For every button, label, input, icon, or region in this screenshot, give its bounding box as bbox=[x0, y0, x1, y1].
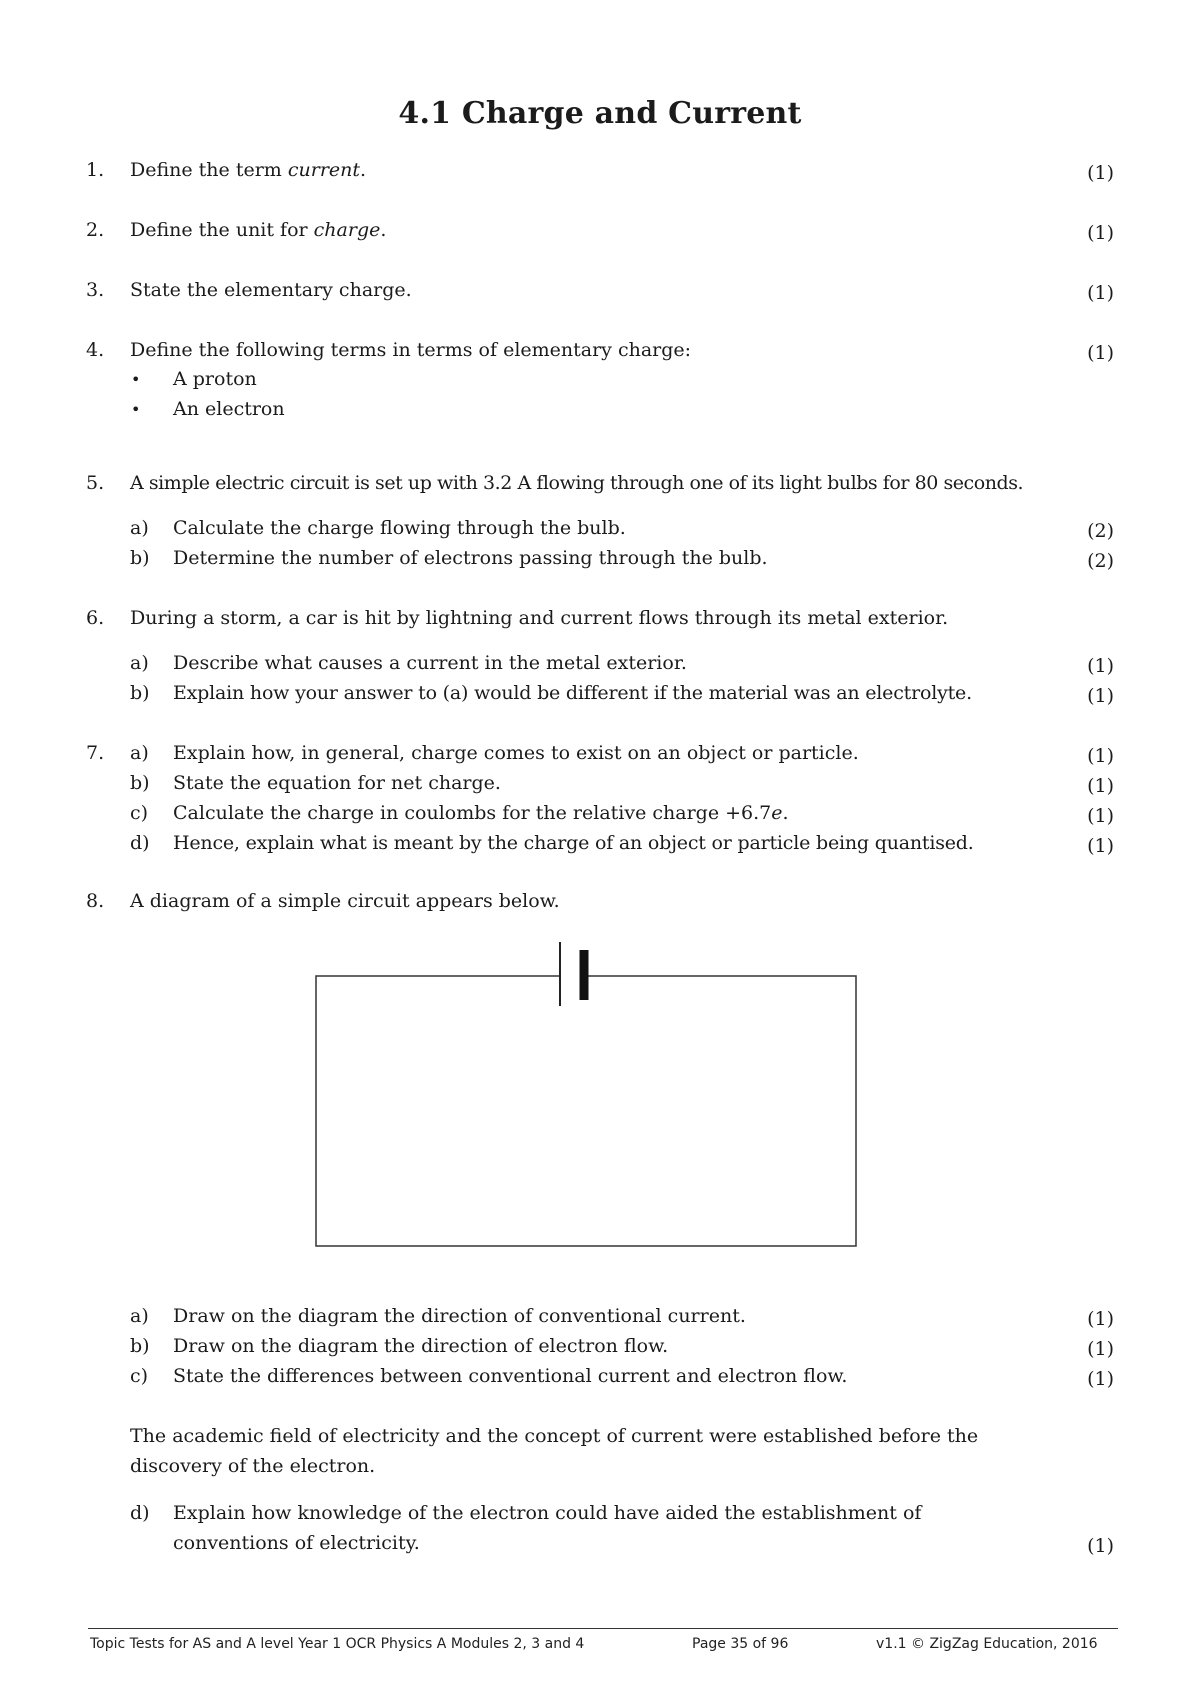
q6-text: During a storm, a car is hit by lightning and current flows through its metal exterior. bbox=[130, 607, 949, 629]
q8c-label: c) bbox=[130, 1365, 149, 1387]
q7b-label: b) bbox=[130, 772, 150, 794]
q8c-text: State the differences between conventional current and electron flow. bbox=[173, 1365, 848, 1387]
q5a-marks: (2) bbox=[1087, 520, 1114, 542]
q7c-text: Calculate the charge in coulombs for the relative charge +6.7e. bbox=[173, 802, 789, 824]
q6b-label: b) bbox=[130, 682, 150, 704]
q5b-text: Determine the number of electrons passing through the bulb. bbox=[173, 547, 768, 569]
q8b-marks: (1) bbox=[1087, 1338, 1114, 1360]
q8d-text-line2: conventions of electricity. bbox=[173, 1532, 420, 1554]
q8b-text: Draw on the diagram the direction of electron flow. bbox=[173, 1335, 669, 1357]
q7c-label: c) bbox=[130, 802, 149, 824]
bullet-dot: • bbox=[131, 400, 141, 419]
q4-bullet-proton: A proton bbox=[173, 368, 257, 390]
q5b-label: b) bbox=[130, 547, 150, 569]
q7d-marks: (1) bbox=[1087, 835, 1114, 857]
q8-paragraph-line2: discovery of the electron. bbox=[130, 1455, 376, 1477]
bullet-dot: • bbox=[131, 370, 141, 389]
q5b-marks: (2) bbox=[1087, 550, 1114, 572]
q8d-text-line1: Explain how knowledge of the electron could have aided the establishment of bbox=[173, 1502, 922, 1524]
q2-text: Define the unit for charge. bbox=[130, 219, 387, 241]
q8a-label: a) bbox=[130, 1305, 149, 1327]
q8-text: A diagram of a simple circuit appears below. bbox=[130, 890, 560, 912]
footer-copyright: v1.1 © ZigZag Education, 2016 bbox=[876, 1636, 1098, 1652]
q6b-marks: (1) bbox=[1087, 685, 1114, 707]
q3-marks: (1) bbox=[1087, 282, 1114, 304]
q5-text: A simple electric circuit is set up with 3.2 A flowing through one of its light bulbs for 80 seconds. bbox=[130, 472, 1024, 494]
q7b-marks: (1) bbox=[1087, 775, 1114, 797]
q4-bullet-electron: An electron bbox=[173, 398, 285, 420]
q1-marks: (1) bbox=[1087, 162, 1114, 184]
q4-text: Define the following terms in terms of elementary charge: bbox=[130, 339, 692, 361]
q8-number: 8. bbox=[86, 890, 105, 912]
q7a-text: Explain how, in general, charge comes to exist on an object or particle. bbox=[173, 742, 859, 764]
q7c-marks: (1) bbox=[1087, 805, 1114, 827]
q1-text: Define the term current. bbox=[130, 159, 367, 181]
q7a-label: a) bbox=[130, 742, 149, 764]
q8d-label: d) bbox=[130, 1502, 150, 1524]
q3-number: 3. bbox=[86, 279, 105, 301]
q2-number: 2. bbox=[86, 219, 105, 241]
q5-number: 5. bbox=[86, 472, 105, 494]
q5a-label: a) bbox=[130, 517, 149, 539]
q8c-marks: (1) bbox=[1087, 1368, 1114, 1390]
q8d-marks: (1) bbox=[1087, 1535, 1114, 1557]
footer-page-number: Page 35 of 96 bbox=[692, 1636, 789, 1652]
q6a-label: a) bbox=[130, 652, 149, 674]
q8b-label: b) bbox=[130, 1335, 150, 1357]
footer-rule bbox=[88, 1628, 1118, 1629]
q8a-marks: (1) bbox=[1087, 1308, 1114, 1330]
q3-text: State the elementary charge. bbox=[130, 279, 412, 301]
circuit-wire bbox=[316, 976, 856, 1246]
q6b-text: Explain how your answer to (a) would be different if the material was an electrolyte. bbox=[173, 682, 972, 704]
page-title: 4.1 Charge and Current bbox=[398, 96, 802, 131]
circuit-diagram bbox=[300, 930, 860, 1260]
q8a-text: Draw on the diagram the direction of conventional current. bbox=[173, 1305, 746, 1327]
q1-number: 1. bbox=[86, 159, 105, 181]
q7a-marks: (1) bbox=[1087, 745, 1114, 767]
footer-left: Topic Tests for AS and A level Year 1 OCR Physics A Modules 2, 3 and 4 bbox=[90, 1636, 585, 1652]
q7b-text: State the equation for net charge. bbox=[173, 772, 501, 794]
q7d-text: Hence, explain what is meant by the charge of an object or particle being quantised. bbox=[173, 832, 974, 854]
q6a-text: Describe what causes a current in the metal exterior. bbox=[173, 652, 687, 674]
q5a-text: Calculate the charge flowing through the bulb. bbox=[173, 517, 626, 539]
q4-number: 4. bbox=[86, 339, 105, 361]
q7d-label: d) bbox=[130, 832, 150, 854]
q6a-marks: (1) bbox=[1087, 655, 1114, 677]
q8-paragraph-line1: The academic field of electricity and the concept of current were established before the bbox=[130, 1425, 979, 1447]
q7-number: 7. bbox=[86, 742, 105, 764]
q2-marks: (1) bbox=[1087, 222, 1114, 244]
q4-marks: (1) bbox=[1087, 342, 1114, 364]
q6-number: 6. bbox=[86, 607, 105, 629]
